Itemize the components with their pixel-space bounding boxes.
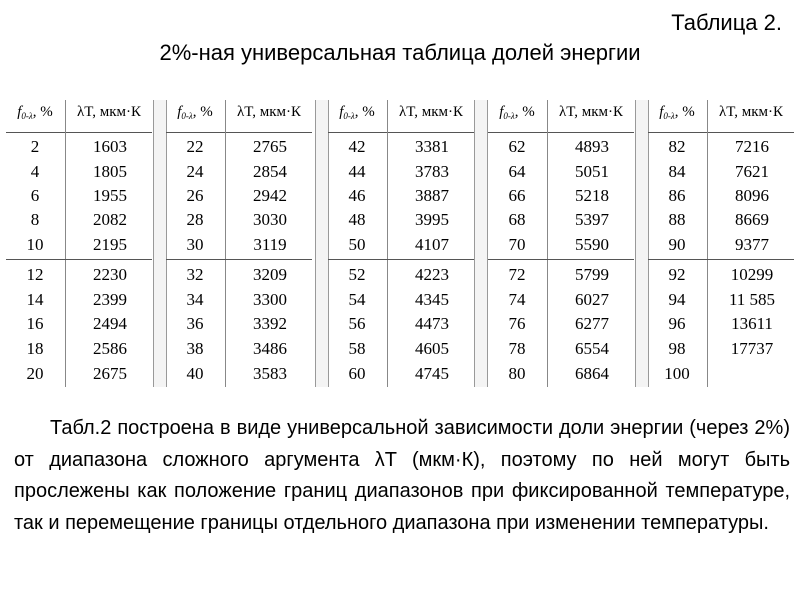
cell-energy-fraction: 48	[348, 210, 366, 229]
cell-energy-fraction: 100	[664, 364, 690, 383]
column-divider	[65, 100, 66, 387]
cell-energy-fraction: 28	[186, 210, 204, 229]
cell-energy-fraction: 52	[348, 265, 366, 284]
cell-energy-fraction: 86	[668, 186, 686, 205]
cell-lambda-t: 8096	[735, 186, 769, 205]
cell-lambda-t: 2230	[93, 265, 127, 284]
cell-lambda-t: 3300	[253, 290, 287, 309]
cell-lambda-t: 8669	[735, 210, 769, 229]
cell-lambda-t: 2854	[253, 162, 287, 181]
table-column-group	[166, 100, 312, 387]
table-column-group	[6, 100, 152, 387]
cell-energy-fraction: 38	[186, 339, 204, 358]
cell-lambda-t: 7216	[735, 137, 769, 156]
header-lambda-t: λT, мкм·К	[236, 104, 302, 120]
cell-energy-fraction: 6	[30, 186, 40, 205]
cell-energy-fraction: 90	[668, 235, 686, 254]
cell-lambda-t: 3392	[253, 314, 287, 333]
table-gap	[315, 100, 329, 387]
cell-lambda-t: 5799	[575, 265, 609, 284]
cell-energy-fraction: 44	[348, 162, 366, 181]
cell-energy-fraction: 88	[668, 210, 686, 229]
cell-lambda-t: 2399	[93, 290, 127, 309]
cell-energy-fraction: 84	[668, 162, 686, 181]
table-mid-rule	[6, 259, 152, 260]
cell-energy-fraction: 92	[668, 265, 686, 284]
header-energy-fraction: $f_{0-\lambda}$, %	[177, 104, 213, 121]
cell-lambda-t: 1805	[93, 162, 127, 181]
cell-lambda-t: 2082	[93, 210, 127, 229]
cell-energy-fraction: 14	[26, 290, 44, 309]
cell-lambda-t: 9377	[735, 235, 769, 254]
cell-lambda-t: 2942	[253, 186, 287, 205]
cell-energy-fraction: 54	[348, 290, 366, 309]
cell-lambda-t: 11 585	[728, 290, 776, 309]
column-divider	[707, 100, 708, 387]
cell-lambda-t: 3887	[415, 186, 449, 205]
table-column-group	[488, 100, 634, 387]
cell-lambda-t: 4107	[415, 235, 449, 254]
cell-lambda-t: 5590	[575, 235, 609, 254]
cell-energy-fraction: 26	[186, 186, 204, 205]
cell-lambda-t: 3583	[253, 364, 287, 383]
table-mid-rule	[648, 259, 794, 260]
cell-lambda-t: 4893	[575, 137, 609, 156]
cell-energy-fraction: 64	[508, 162, 526, 181]
cell-lambda-t: 3486	[253, 339, 287, 358]
cell-lambda-t: 6277	[575, 314, 609, 333]
cell-lambda-t: 2586	[93, 339, 127, 358]
cell-energy-fraction: 50	[348, 235, 366, 254]
cell-energy-fraction: 56	[348, 314, 366, 333]
cell-energy-fraction: 24	[186, 162, 204, 181]
table-header-row	[648, 100, 794, 133]
cell-energy-fraction: 58	[348, 339, 366, 358]
table-header-row	[166, 100, 312, 133]
cell-energy-fraction: 12	[26, 265, 44, 284]
cell-lambda-t: 6554	[575, 339, 609, 358]
cell-lambda-t: 2494	[93, 314, 127, 333]
cell-lambda-t: 3209	[253, 265, 287, 284]
cell-energy-fraction: 20	[26, 364, 44, 383]
cell-energy-fraction: 18	[26, 339, 44, 358]
cell-lambda-t: 3995	[415, 210, 449, 229]
cell-energy-fraction: 8	[30, 210, 40, 229]
table-header-row	[6, 100, 152, 133]
cell-lambda-t: 4745	[415, 364, 449, 383]
cell-lambda-t: 1955	[93, 186, 127, 205]
cell-lambda-t: 3030	[253, 210, 287, 229]
cell-energy-fraction: 98	[668, 339, 686, 358]
header-lambda-t: λT, мкм·К	[558, 104, 624, 120]
cell-lambda-t: 17737	[730, 339, 774, 358]
cell-energy-fraction: 4	[30, 162, 40, 181]
cell-lambda-t: 6027	[575, 290, 609, 309]
cell-energy-fraction: 72	[508, 265, 526, 284]
cell-lambda-t: 2195	[93, 235, 127, 254]
cell-energy-fraction: 62	[508, 137, 526, 156]
table-header-row	[328, 100, 474, 133]
table-header-row	[488, 100, 634, 133]
cell-lambda-t: 2765	[253, 137, 287, 156]
header-energy-fraction: $f_{0-\lambda}$, %	[659, 104, 695, 121]
cell-energy-fraction: 96	[668, 314, 686, 333]
table-number-label: Таблица 2.	[671, 10, 782, 35]
header-energy-fraction: $f_{0-\lambda}$, %	[499, 104, 535, 121]
body-paragraph: Табл.2 построена в виде универсальной зависимости доли энергии (через 2%) от диапазона сложного аргумента λT (мкм·К), поэтому по ней могут быть прослежены как положение границ диапазонов при фиксированной температуре, так и перемещение границы отдельного диапазона при изменении температуры.	[14, 417, 790, 534]
cell-energy-fraction: 80	[508, 364, 526, 383]
table-mid-rule	[328, 259, 474, 260]
cell-energy-fraction: 60	[348, 364, 366, 383]
column-divider	[225, 100, 226, 387]
cell-energy-fraction: 16	[26, 314, 44, 333]
header-lambda-t: λT, мкм·К	[76, 104, 142, 120]
cell-energy-fraction: 32	[186, 265, 204, 284]
cell-energy-fraction: 94	[668, 290, 686, 309]
column-divider	[547, 100, 548, 387]
cell-lambda-t: 1603	[93, 137, 127, 156]
cell-lambda-t: 3381	[415, 137, 449, 156]
cell-lambda-t: 4605	[415, 339, 449, 358]
cell-energy-fraction: 68	[508, 210, 526, 229]
table-mid-rule	[166, 259, 312, 260]
cell-lambda-t: 4223	[415, 265, 449, 284]
cell-lambda-t: 3783	[415, 162, 449, 181]
cell-lambda-t: 10299	[730, 265, 774, 284]
table-gap	[153, 100, 167, 387]
header-lambda-t: λT, мкм·К	[398, 104, 464, 120]
cell-energy-fraction: 34	[186, 290, 204, 309]
cell-energy-fraction: 82	[668, 137, 686, 156]
table-gap	[635, 100, 649, 387]
cell-energy-fraction: 10	[26, 235, 44, 254]
cell-energy-fraction: 78	[508, 339, 526, 358]
cell-energy-fraction: 2	[30, 137, 40, 156]
cell-energy-fraction: 46	[348, 186, 366, 205]
cell-lambda-t: 5218	[575, 186, 609, 205]
table-column-group	[328, 100, 474, 387]
cell-energy-fraction: 66	[508, 186, 526, 205]
cell-energy-fraction: 22	[186, 137, 204, 156]
cell-lambda-t: 4473	[415, 314, 449, 333]
cell-energy-fraction: 36	[186, 314, 204, 333]
cell-lambda-t: 5397	[575, 210, 609, 229]
cell-lambda-t: 6864	[575, 364, 609, 383]
cell-lambda-t: 5051	[575, 162, 609, 181]
cell-energy-fraction: 42	[348, 137, 366, 156]
column-divider	[387, 100, 388, 387]
cell-lambda-t: 7621	[735, 162, 769, 181]
header-lambda-t: λT, мкм·К	[718, 104, 784, 120]
cell-lambda-t: 2675	[93, 364, 127, 383]
header-energy-fraction: $f_{0-\lambda}$, %	[17, 104, 53, 121]
cell-lambda-t: 4345	[415, 290, 449, 309]
cell-energy-fraction: 40	[186, 364, 204, 383]
cell-lambda-t: 3119	[253, 235, 287, 254]
energy-fraction-table	[0, 100, 800, 387]
table-gap	[474, 100, 488, 387]
table-mid-rule	[488, 259, 634, 260]
cell-energy-fraction: 74	[508, 290, 526, 309]
cell-energy-fraction: 70	[508, 235, 526, 254]
page-title: 2%-ная универсальная таблица долей энергии	[159, 40, 641, 65]
header-energy-fraction: $f_{0-\lambda}$, %	[339, 104, 375, 121]
cell-energy-fraction: 76	[508, 314, 526, 333]
table-column-group	[648, 100, 794, 387]
cell-lambda-t: 13611	[731, 314, 773, 333]
cell-energy-fraction: 30	[186, 235, 204, 254]
